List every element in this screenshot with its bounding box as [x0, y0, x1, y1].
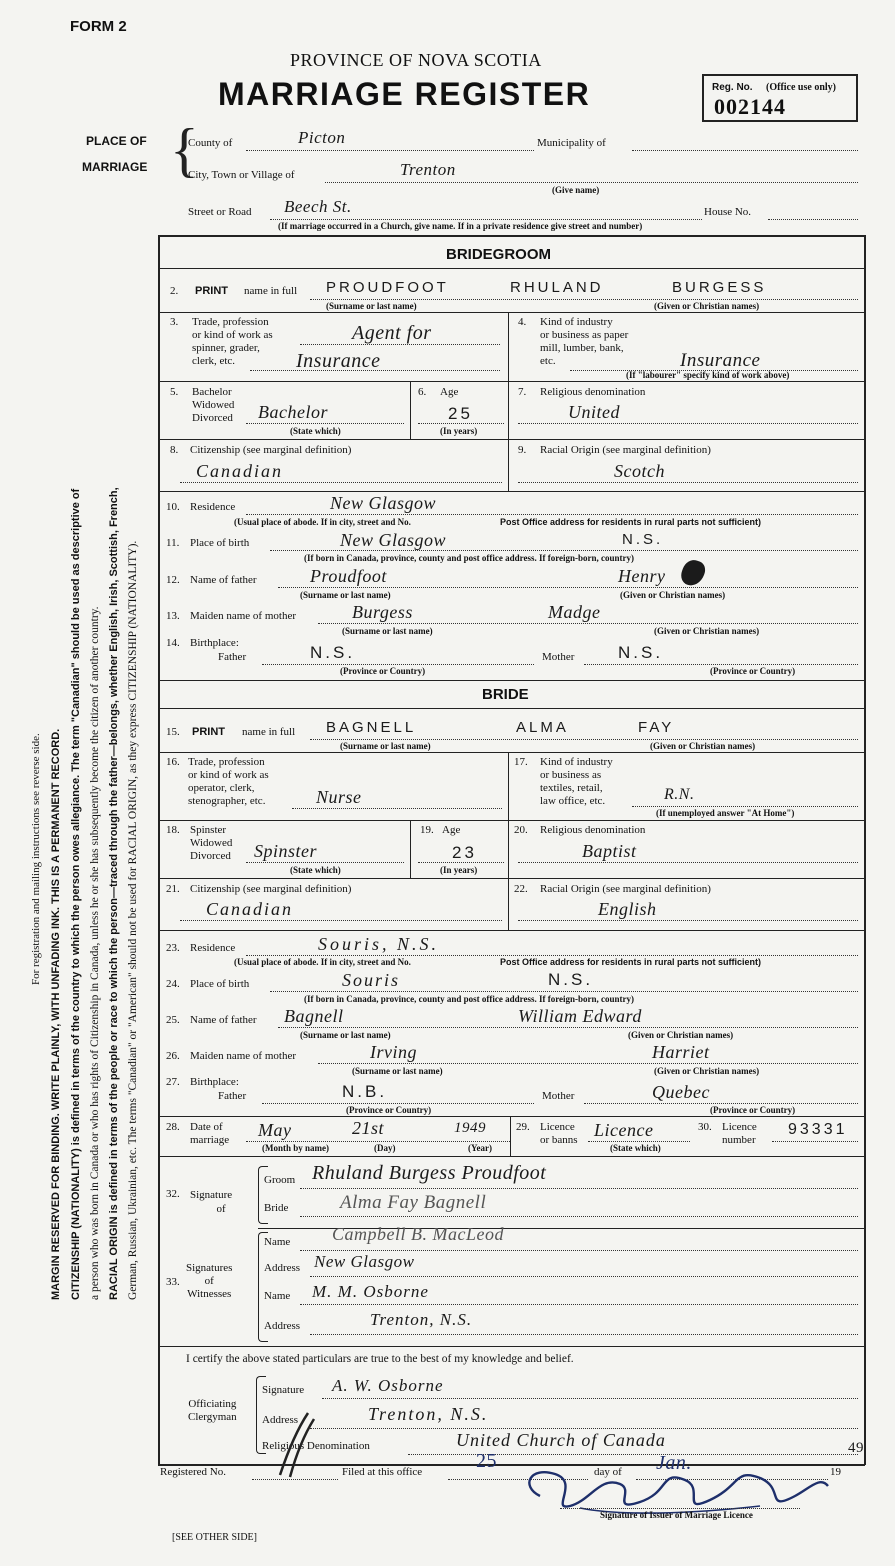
groom-religion: United	[568, 402, 620, 422]
licence-number: 93331	[788, 1121, 848, 1138]
groom-trade-2: Insurance	[296, 350, 381, 372]
groom-trade-1: Agent for	[352, 322, 432, 344]
give-name-note: (Give name)	[552, 185, 600, 195]
witness-2-address: Trenton, N.S.	[370, 1310, 473, 1329]
page-title: MARRIAGE REGISTER	[218, 76, 591, 112]
clergy-signature: A. W. Osborne	[332, 1376, 444, 1395]
groom-mother-surname: Burgess	[352, 602, 413, 622]
bride-industry: R.N.	[664, 786, 695, 803]
bridegroom-heading: BRIDEGROOM	[446, 246, 551, 263]
house-label: House No.	[704, 206, 752, 218]
bride-status: Spinster	[254, 841, 318, 861]
groom-birthplace-province: N.S.	[622, 531, 664, 548]
bride-given-2: FAY	[638, 719, 675, 736]
bride-father-given: William Edward	[518, 1006, 642, 1026]
bride-father-birthplace: N.B.	[342, 1082, 388, 1101]
groom-father-surname: Proudfoot	[310, 566, 387, 586]
margin-racial-2: German, Russian, Ukrainian, etc. The terms "Canadian" or "American" should not be used for RACIAL ORIGIN, as they express CITIZENSHIP (NATIONALITY).	[127, 540, 139, 1300]
margin-instructions: For registration and mailing instructions see reverse side.	[30, 733, 42, 985]
bride-mother-surname: Irving	[370, 1042, 417, 1062]
marriage-month: May	[258, 1120, 292, 1140]
marriage-label: MARRIAGE	[82, 160, 148, 174]
bride-mother-given: Harriet	[652, 1042, 710, 1062]
groom-racial-origin: Scotch	[614, 461, 665, 481]
witness-1-name: Campbell B. MacLeod	[332, 1224, 504, 1244]
street-value: Beech St.	[284, 197, 352, 216]
groom-age: 25	[448, 404, 473, 423]
witness-2-name: M. M. Osborne	[312, 1282, 429, 1301]
county-label: County of	[188, 137, 233, 149]
clergy-address: Trenton, N.S.	[368, 1404, 489, 1424]
witness-1-address: New Glasgow	[314, 1252, 415, 1271]
bride-mother-birthplace: Quebec	[652, 1082, 710, 1102]
ink-blot	[678, 557, 708, 589]
groom-birthplace: New Glasgow	[340, 530, 447, 550]
city-label: City, Town or Village of	[188, 169, 295, 181]
groom-citizenship: Canadian	[196, 461, 284, 481]
bride-surname: BAGNELL	[326, 719, 417, 736]
place-brace: {	[170, 117, 199, 183]
bride-birthplace-province: N.S.	[548, 970, 594, 989]
groom-signature: Rhuland Burgess Proudfoot	[312, 1162, 547, 1184]
bride-birthplace: Souris	[342, 970, 401, 990]
bride-trade: Nurse	[316, 787, 362, 807]
bride-citizenship: Canadian	[206, 899, 294, 919]
bride-religion: Baptist	[582, 841, 637, 861]
bride-signature: Alma Fay Bagnell	[340, 1192, 487, 1213]
marriage-day: 21st	[352, 1118, 385, 1138]
bride-given-1: ALMA	[516, 719, 569, 736]
certify-statement: I certify the above stated particulars are true to the best of my knowledge and belief.	[186, 1353, 574, 1365]
reg-no-box	[702, 74, 858, 122]
street-note: (If marriage occurred in a Church, give name. If in a private residence give street and number)	[278, 221, 643, 231]
municipality-label: Municipality of	[537, 137, 606, 149]
street-label: Street or Road	[188, 206, 252, 218]
county-value: Picton	[298, 128, 346, 147]
year-prefix: 19	[830, 1466, 841, 1478]
groom-mother-given: Madge	[548, 602, 601, 622]
filed-month: Jan.	[656, 1452, 692, 1474]
registered-no-label: Registered No.	[160, 1466, 226, 1478]
groom-industry: Insurance	[680, 350, 761, 371]
groom-given-1: RHULAND	[510, 279, 604, 296]
margin-citizenship-2: a person who was born in Canada or who has rights of Citizenship in Canada, unless he or she has subsequently become the citizen of another country.	[89, 606, 101, 1300]
groom-father-given: Henry	[618, 566, 666, 586]
groom-residence: New Glasgow	[330, 493, 437, 513]
filed-year: 49	[848, 1440, 864, 1456]
bride-residence: Souris, N.S.	[318, 934, 440, 954]
reg-no-value: 002144	[714, 94, 786, 119]
place-of-label: PLACE OF	[86, 134, 147, 148]
reg-no-label: Reg. No.	[712, 82, 753, 93]
city-value: Trenton	[400, 160, 456, 179]
province-heading: PROVINCE OF NOVA SCOTIA	[290, 50, 542, 70]
groom-mother-birthplace: N.S.	[618, 643, 664, 662]
pen-stroke-mark	[270, 1405, 320, 1485]
see-other-side: [SEE OTHER SIDE]	[172, 1532, 257, 1543]
issuer-note: Signature of Issuer of Marriage Licence	[600, 1510, 753, 1520]
licence-or-banns: Licence	[594, 1120, 654, 1140]
filed-day: 25	[476, 1450, 497, 1472]
filed-label: Filed at this office	[342, 1466, 423, 1478]
day-of-label: day of	[594, 1466, 622, 1478]
groom-industry-label: Kind of industry or business as paper mill, lumber, bank, etc.	[540, 316, 629, 367]
bride-age: 23	[452, 843, 477, 862]
groom-status: Bachelor	[258, 402, 328, 422]
bride-racial-origin: English	[598, 899, 657, 919]
clergy-denomination: United Church of Canada	[456, 1430, 666, 1450]
margin-citizenship-1: CITIZENSHIP (NATIONALITY) is defined in terms of the country to which the person owes allegiance. The term "Canadian" should be used as descriptive of	[70, 488, 82, 1300]
marriage-year: 1949	[454, 1120, 486, 1136]
margin-racial-1: RACIAL ORIGIN is defined in terms of the people or race to which the person—traced through the father—belongs, whether English, Irish, Scottish, French,	[108, 487, 120, 1300]
reg-no-note: (Office use only)	[766, 82, 836, 93]
groom-surname: PROUDFOOT	[326, 279, 449, 296]
groom-father-birthplace: N.S.	[310, 643, 356, 662]
form-label: FORM 2	[70, 18, 127, 35]
bride-father-surname: Bagnell	[284, 1006, 344, 1026]
groom-given-2: BURGESS	[672, 279, 767, 296]
bride-heading: BRIDE	[482, 686, 529, 703]
margin-binding-notice: MARGIN RESERVED FOR BINDING. WRITE PLAINLY, WITH UNFADING INK. THIS IS A PERMANENT RECORD.	[50, 728, 62, 1300]
groom-trade-label: Trade, profession or kind of work as spinner, grader, clerk, etc.	[192, 316, 273, 367]
